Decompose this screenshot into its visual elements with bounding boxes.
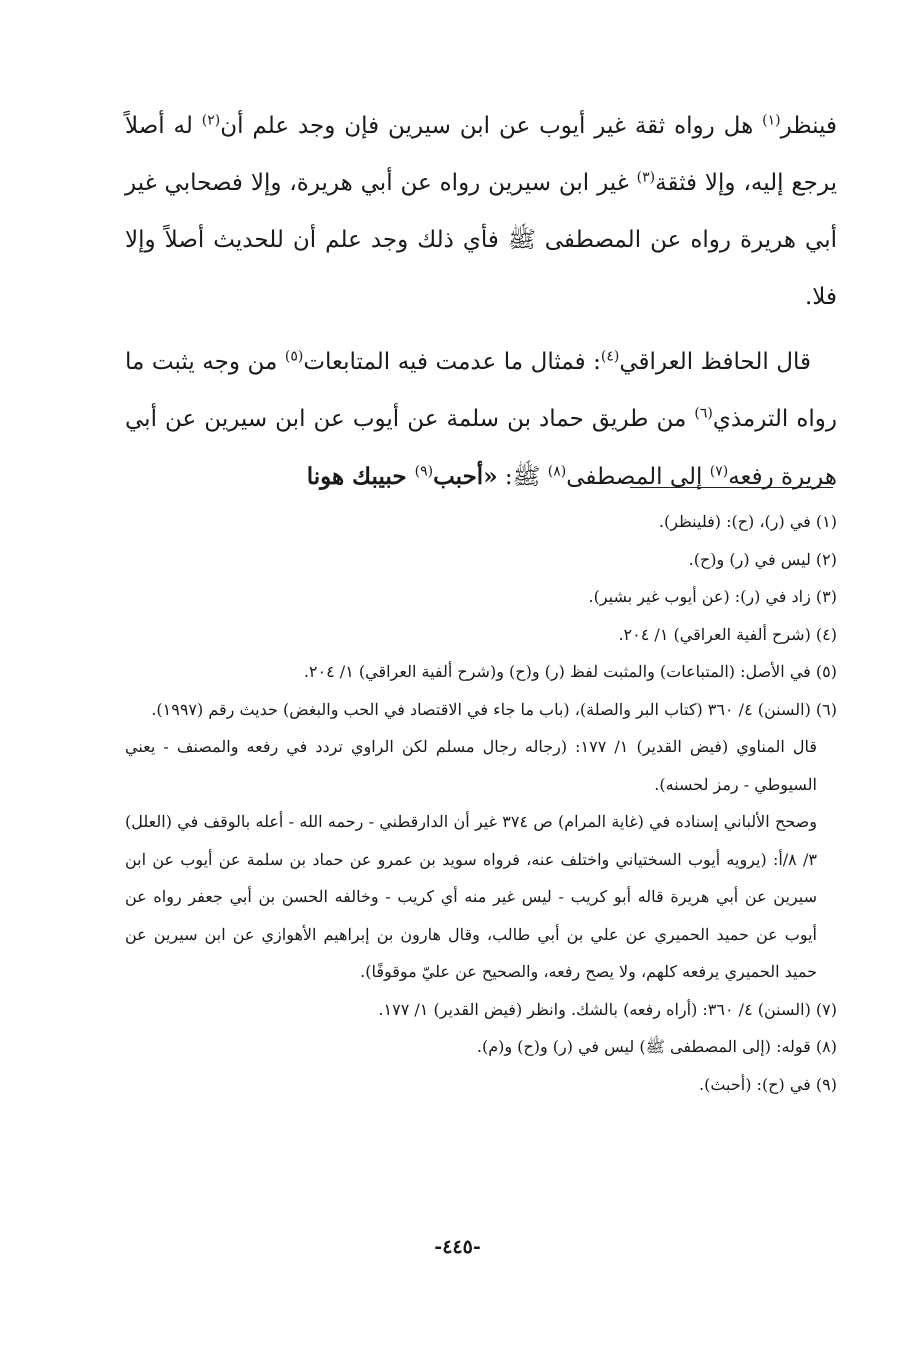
page-number: -٤٤٥- bbox=[434, 1236, 481, 1258]
footnotes bbox=[125, 503, 837, 1103]
hadith-quote: «أحبب bbox=[433, 463, 498, 490]
footnote-marker: (٩) bbox=[414, 463, 434, 480]
main-text-run: : فمثال ما عدمت فيه المتابعات bbox=[303, 349, 601, 375]
footnote-4: (٤) (شرح ألفية العراقي) ١/ ٢٠٤. bbox=[618, 624, 837, 644]
footnote-3: (٣) زاد في (ر): (عن أيوب غير بشير). bbox=[588, 587, 837, 606]
main-text bbox=[125, 98, 837, 506]
footnote-7: (٧) (السنن) ٤/ ٣٦٠: (أراه رفعه) بالشك. وانظر (فيض القدير) ١/ ١٧٧. bbox=[378, 999, 837, 1019]
main-text-run: من طريق حماد بن سلمة عن أيوب عن ابن سيرين عن أبي هريرة رفعه bbox=[125, 406, 837, 490]
footnote-marker: (٧) bbox=[709, 463, 729, 480]
footnote-9: (٩) في (ح): (أحبث). bbox=[699, 1074, 837, 1094]
footnote-1: (١) في (ر)، (ح): (فلينظر). bbox=[658, 512, 837, 531]
footnote-marker: (٢) bbox=[201, 112, 221, 129]
main-text-run: له أصلاً يرجع إليه، وإلا فثقة bbox=[125, 113, 837, 196]
footnote-8: (٨) قوله: (إلى المصطفى ﷺ) ليس في (ر) و(ح) و(م). bbox=[476, 1037, 837, 1056]
footnote-separator bbox=[630, 487, 833, 488]
footnote-marker: (٦) bbox=[694, 405, 713, 422]
footnote-6: (٦) (السنن) ٤/ ٣٦٠ (كتاب البر والصلة)، (باب ما جاء في الاقتصاد في الحب والبغض) حديث رقم (١٩٩٧). bbox=[151, 699, 837, 719]
main-paragraph-1 bbox=[125, 98, 837, 326]
main-text-run: غير ابن سيرين رواه عن أبي هريرة، وإلا فصحابي غير أبي هريرة رواه عن المصطفى ﷺ فأي ذلك وجد علم أن للحديث أصلاً وإلا فلا. bbox=[125, 170, 837, 310]
main-text-run: قال الحافظ العراقي bbox=[619, 349, 811, 375]
hadith-quote: حبيبك هونا bbox=[306, 463, 415, 490]
main-paragraph-2 bbox=[125, 334, 837, 506]
footnote-marker: (١) bbox=[762, 112, 781, 129]
footnote-marker: (٨) bbox=[547, 463, 567, 480]
footnote-5: (٥) في الأصل: (المتباعات) والمثبت لفظ (ر) و(ح) و(شرح ألفية العراقي) ١/ ٢٠٤. bbox=[303, 662, 837, 681]
main-text-run: من وجه يثبت ما رواه الترمذي bbox=[125, 349, 837, 432]
footnote-2: (٢) ليس في (ر) و(ح). bbox=[688, 549, 837, 569]
footnote-marker: (٣) bbox=[636, 169, 656, 186]
main-text-run: فينظر bbox=[780, 113, 837, 139]
main-text-run: إلى المصطفى bbox=[566, 464, 710, 490]
main-text-run: هل رواه ثقة غير أيوب عن ابن سيرين فإن وجد علم أن bbox=[220, 113, 763, 139]
main-text-run: ﷺ: bbox=[497, 464, 548, 490]
footnote-6-comment-albani: وصحح الألباني إسناده في (غاية المرام) ص ٣٧٤ غير أن الدارقطني - رحمه الله - أعله بالوقف في (العلل) ٣/ ٨/أ: (يرويه أيوب السختياني واختلف عنه، فرواه سويد بن عمرو عن حماد بن سلمة عن أيوب عن ابن سيرين عن أبي هريرة قاله أبو كريب - ليس غير منه أي كريب - وخالفه الحسن بن أبي جعفر رواه عن أيوب عن حميد الحميري عن علي بن أبي طالب، وقال هارون بن إبراهيم الأهوازي عن ابن سيرين عن حميد الحميري يرفعه كلهم، ولا يصح رفعه، والصحيح عن عليّ موقوفًا). bbox=[125, 812, 818, 981]
footnote-marker: (٤) bbox=[600, 348, 620, 365]
footnote-6-comment-munawi: قال المناوي (فيض القدير) ١/ ١٧٧: (رجاله رجال مسلم لكن الراوي تردد في رفعه والمصنف - يعني السيوطي - رمز لحسنه). bbox=[125, 737, 817, 794]
footnote-marker: (٥) bbox=[284, 348, 304, 365]
